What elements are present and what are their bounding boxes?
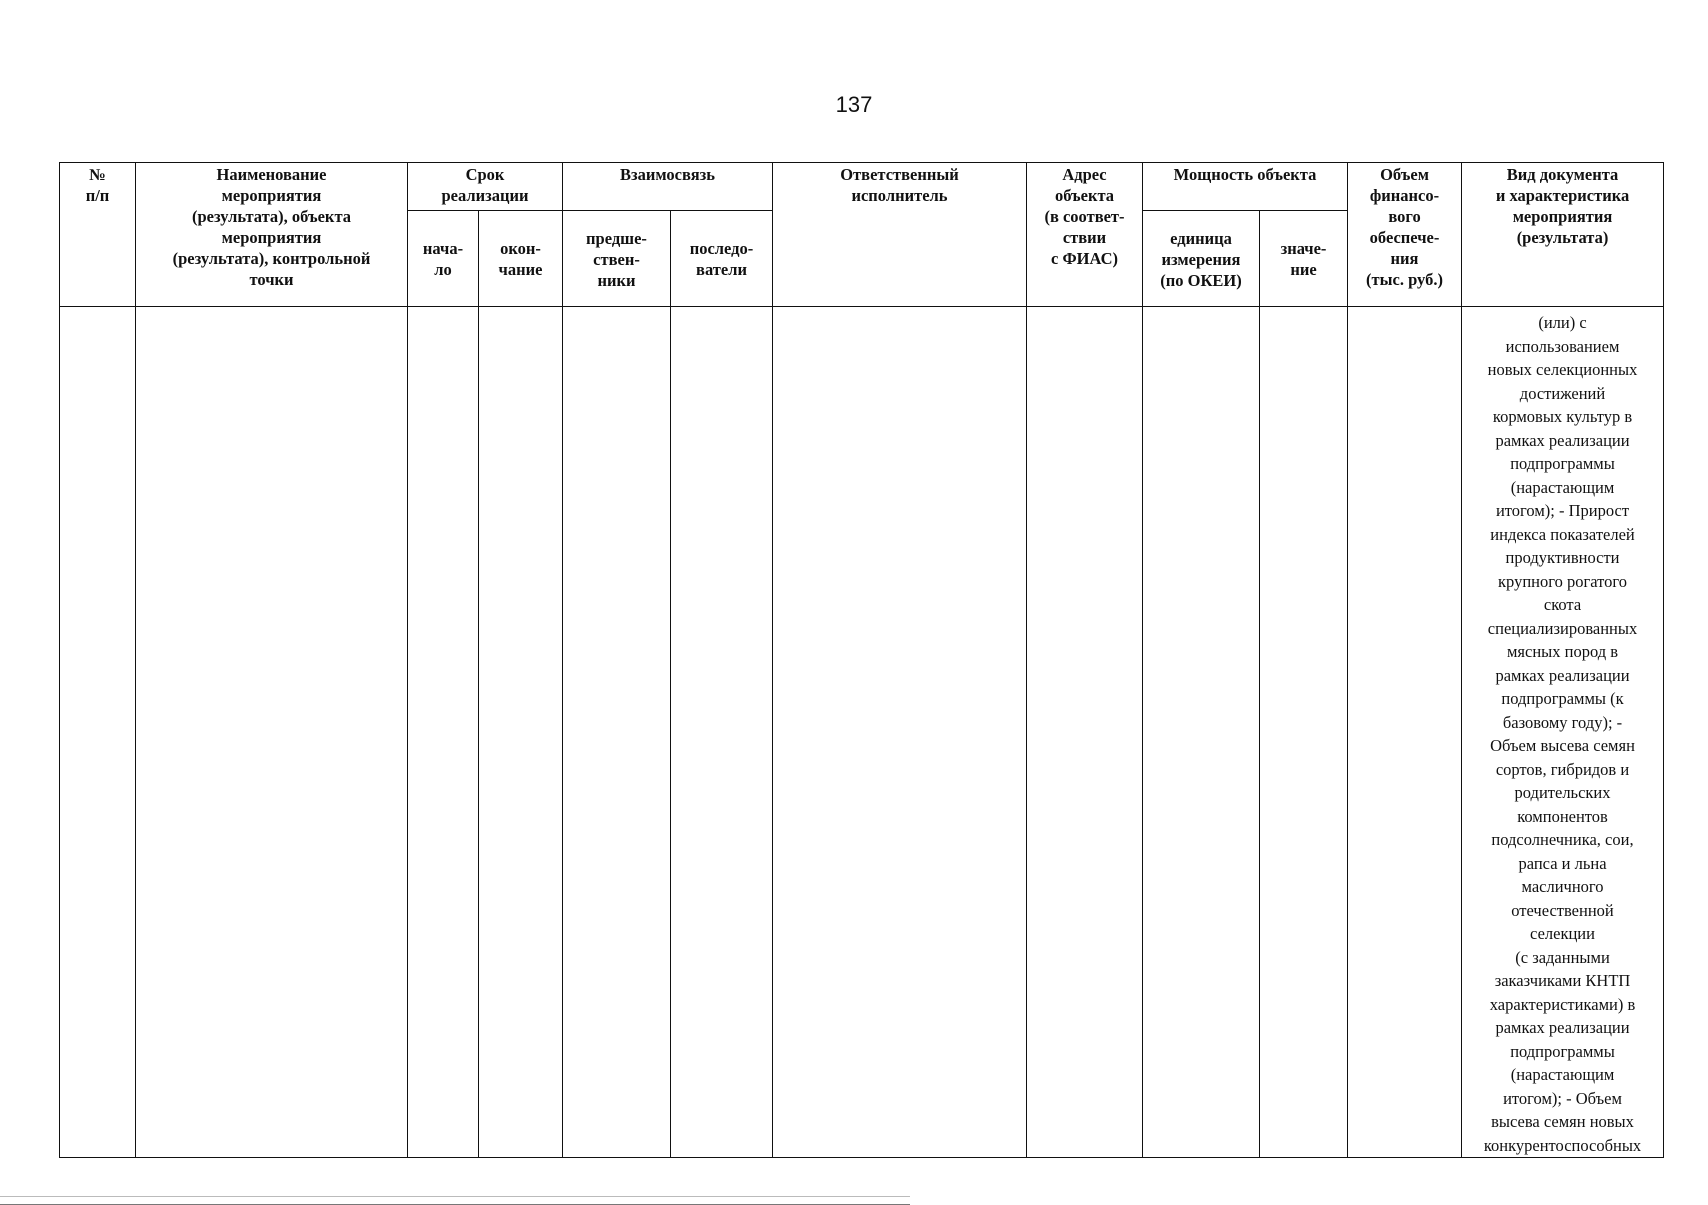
activity-table xyxy=(59,162,1664,1158)
header-term-start: нача- ло xyxy=(408,211,479,307)
header-address: Адрес объекта (в соответ- ствии с ФИАС) xyxy=(1027,163,1143,307)
header-number: № п/п xyxy=(60,163,136,307)
header-unit: единица измерения (по ОКЕИ) xyxy=(1143,211,1260,307)
cell-term-end xyxy=(479,307,563,1158)
header-capacity: Мощность объекта xyxy=(1143,163,1348,211)
header-financing: Объем финансо- вого обеспече- ния (тыс. руб.) xyxy=(1348,163,1462,307)
cell-predecessors xyxy=(563,307,671,1158)
header-value: значе- ние xyxy=(1260,211,1348,307)
cell-name xyxy=(136,307,408,1158)
table-row xyxy=(60,307,1664,1158)
header-executor: Ответственный исполнитель xyxy=(773,163,1027,307)
header-doc-type: Вид документа и характеристика мероприятия (результата) xyxy=(1462,163,1664,307)
cell-address xyxy=(1027,307,1143,1158)
cell-term-start xyxy=(408,307,479,1158)
cell-successors xyxy=(671,307,773,1158)
header-name: Наименование мероприятия (результата), объекта мероприятия (результата), контрольной точки xyxy=(136,163,408,307)
cell-unit xyxy=(1143,307,1260,1158)
cell-doc-type: (или) с использованием новых селекционных достижений кормовых культур в рамках реализации подпрограммы (нарастающим итогом); - Прирост индекса показателей продуктивности крупного рогатого скота специализированных мясных пород в рамках реализации подпрограммы (к базовому году); - Объем высева семян сортов, гибридов и родительских компонентов подсолнечника, сои, рапса и льна масличного отечественной селекции (с заданными заказчиками КНТП характеристиками) в рамках реализации подпрограммы (нарастающим итогом); - Объем высева семян новых конкурентоспособных xyxy=(1462,307,1664,1158)
header-successors: последо- ватели xyxy=(671,211,773,307)
header-predecessors: предше- ствен- ники xyxy=(563,211,671,307)
cell-number xyxy=(60,307,136,1158)
header-relation: Взаимосвязь xyxy=(563,163,773,211)
header-term: Срок реализации xyxy=(408,163,563,211)
cell-value xyxy=(1260,307,1348,1158)
header-term-end: окон- чание xyxy=(479,211,563,307)
page-number: 137 xyxy=(835,92,873,117)
footer-rule-secondary xyxy=(0,1196,910,1197)
cell-financing xyxy=(1348,307,1462,1158)
cell-executor xyxy=(773,307,1027,1158)
